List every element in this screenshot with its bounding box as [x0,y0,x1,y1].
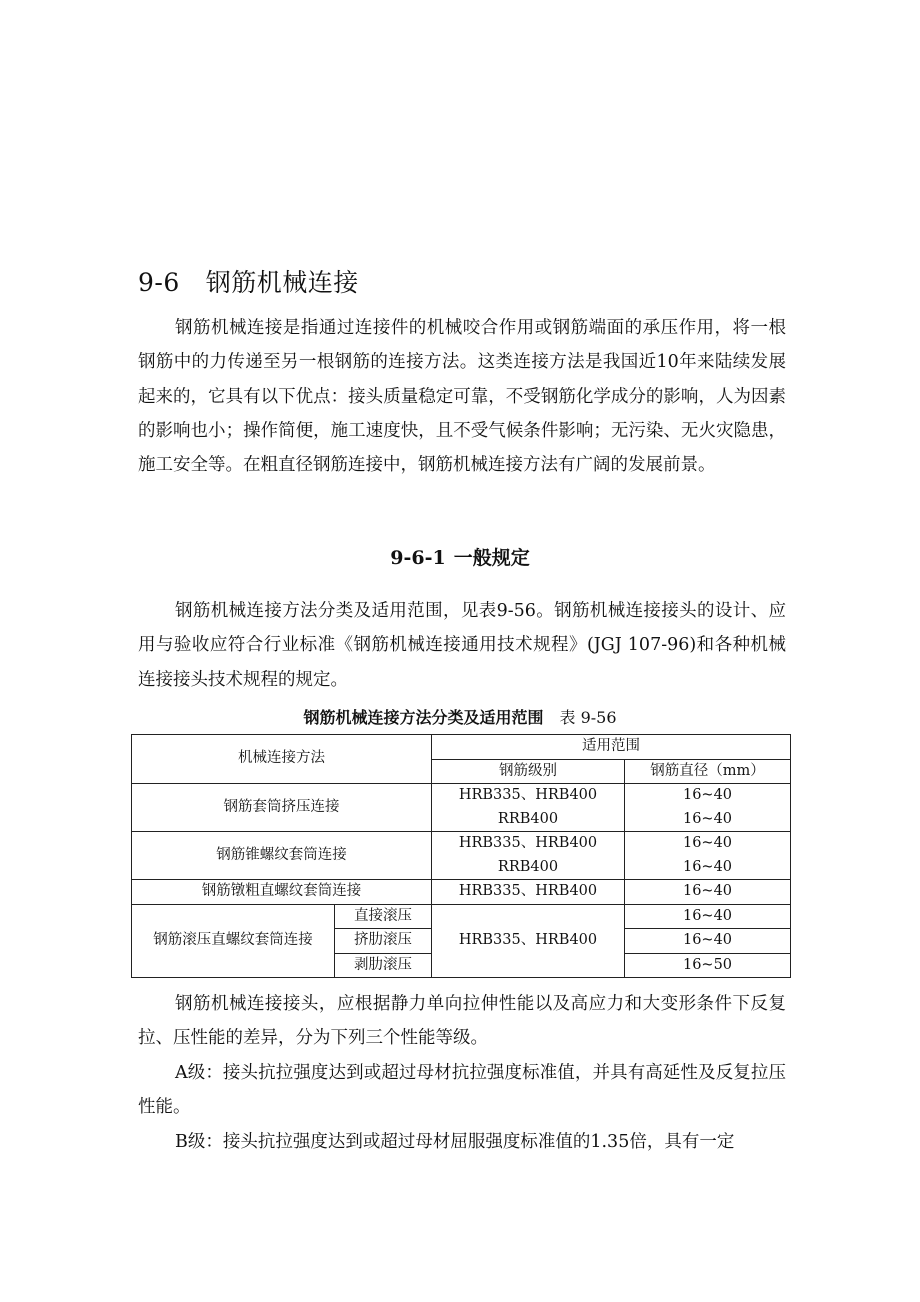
table-caption [0,705,920,728]
submethod-cell: 直接滚压 [335,904,432,929]
table-header-row [132,735,791,760]
grade-cell: HRB335、HRB400 [432,904,625,978]
diameter-cell: 16~40 [625,880,791,905]
grade-b-paragraph: B级：接头抗拉强度达到或超过母材屈服强度标准值的1.35倍，具有一定 [175,1132,735,1152]
table-row [132,880,791,905]
grading-paragraph: 钢筋机械连接接头，应根据静力单向拉伸性能以及高应力和大变形条件下反复拉、压性能的差异，分为下列三个性能等级。 [138,994,786,1049]
header-method: 机械连接方法 [132,735,432,784]
grade-cell: RRB400 [432,856,625,880]
grade-cell: HRB335、HRB400 [432,880,625,905]
method-cell: 钢筋滚压直螺纹套筒连接 [132,904,335,978]
grade-cell: RRB400 [432,808,625,832]
intro-paragraph: 钢筋机械连接是指通过连接件的机械咬合作用或钢筋端面的承压作用，将一根钢筋中的力传递至另一根钢筋的连接方法。这类连接方法是我国近10年来陆续发展起来的，它具有以下优点：接头质量稳定可靠，不受钢筋化学成分的影响，人为因素的影响也小；操作简便，施工速度快，且不受气候条件影响；无污染、无火灾隐患，施工安全等。在粗直径钢筋连接中，钢筋机械连接方法有广阔的发展前景。 [138,318,786,476]
diameter-cell: 16~40 [625,904,791,929]
table-number: 表 9-56 [559,708,617,727]
section-title [138,263,359,299]
table-row [132,904,791,929]
subsection-title [0,543,920,570]
submethod-cell: 剥肋滚压 [335,953,432,978]
spec-table [131,734,791,978]
table-row [132,832,791,856]
table-row [132,784,791,808]
subsection-number: 9-6-1 [390,547,446,569]
diameter-cell: 16~40 [625,856,791,880]
submethod-cell: 挤肋滚压 [335,929,432,954]
subsection-title-text: 一般规定 [453,547,530,569]
method-cell: 钢筋镦粗直螺纹套筒连接 [132,880,432,905]
general-paragraph: 钢筋机械连接方法分类及适用范围，见表9-56。钢筋机械连接接头的设计、应用与验收应符合行业标准《钢筋机械连接通用技术规程》(JGJ 107-96)和各种机械连接接头技术规程的规定。 [138,601,786,690]
header-grade: 钢筋级别 [432,759,625,784]
diameter-cell: 16~40 [625,929,791,954]
table-caption-title: 钢筋机械连接方法分类及适用范围 [303,708,544,727]
section-number: 9-6 [138,268,180,297]
grade-a-paragraph: A级：接头抗拉强度达到或超过母材抗拉强度标准值，并具有高延性及反复拉压性能。 [138,1063,786,1118]
method-cell: 钢筋套筒挤压连接 [132,784,432,832]
method-cell: 钢筋锥螺纹套筒连接 [132,832,432,880]
grade-cell: HRB335、HRB400 [432,784,625,808]
grade-cell: HRB335、HRB400 [432,832,625,856]
diameter-cell: 16~40 [625,832,791,856]
header-scope: 适用范围 [432,735,791,760]
diameter-cell: 16~40 [625,808,791,832]
diameter-cell: 16~40 [625,784,791,808]
section-title-text: 钢筋机械连接 [205,268,359,297]
diameter-cell: 16~50 [625,953,791,978]
header-diameter: 钢筋直径（mm） [625,759,791,784]
